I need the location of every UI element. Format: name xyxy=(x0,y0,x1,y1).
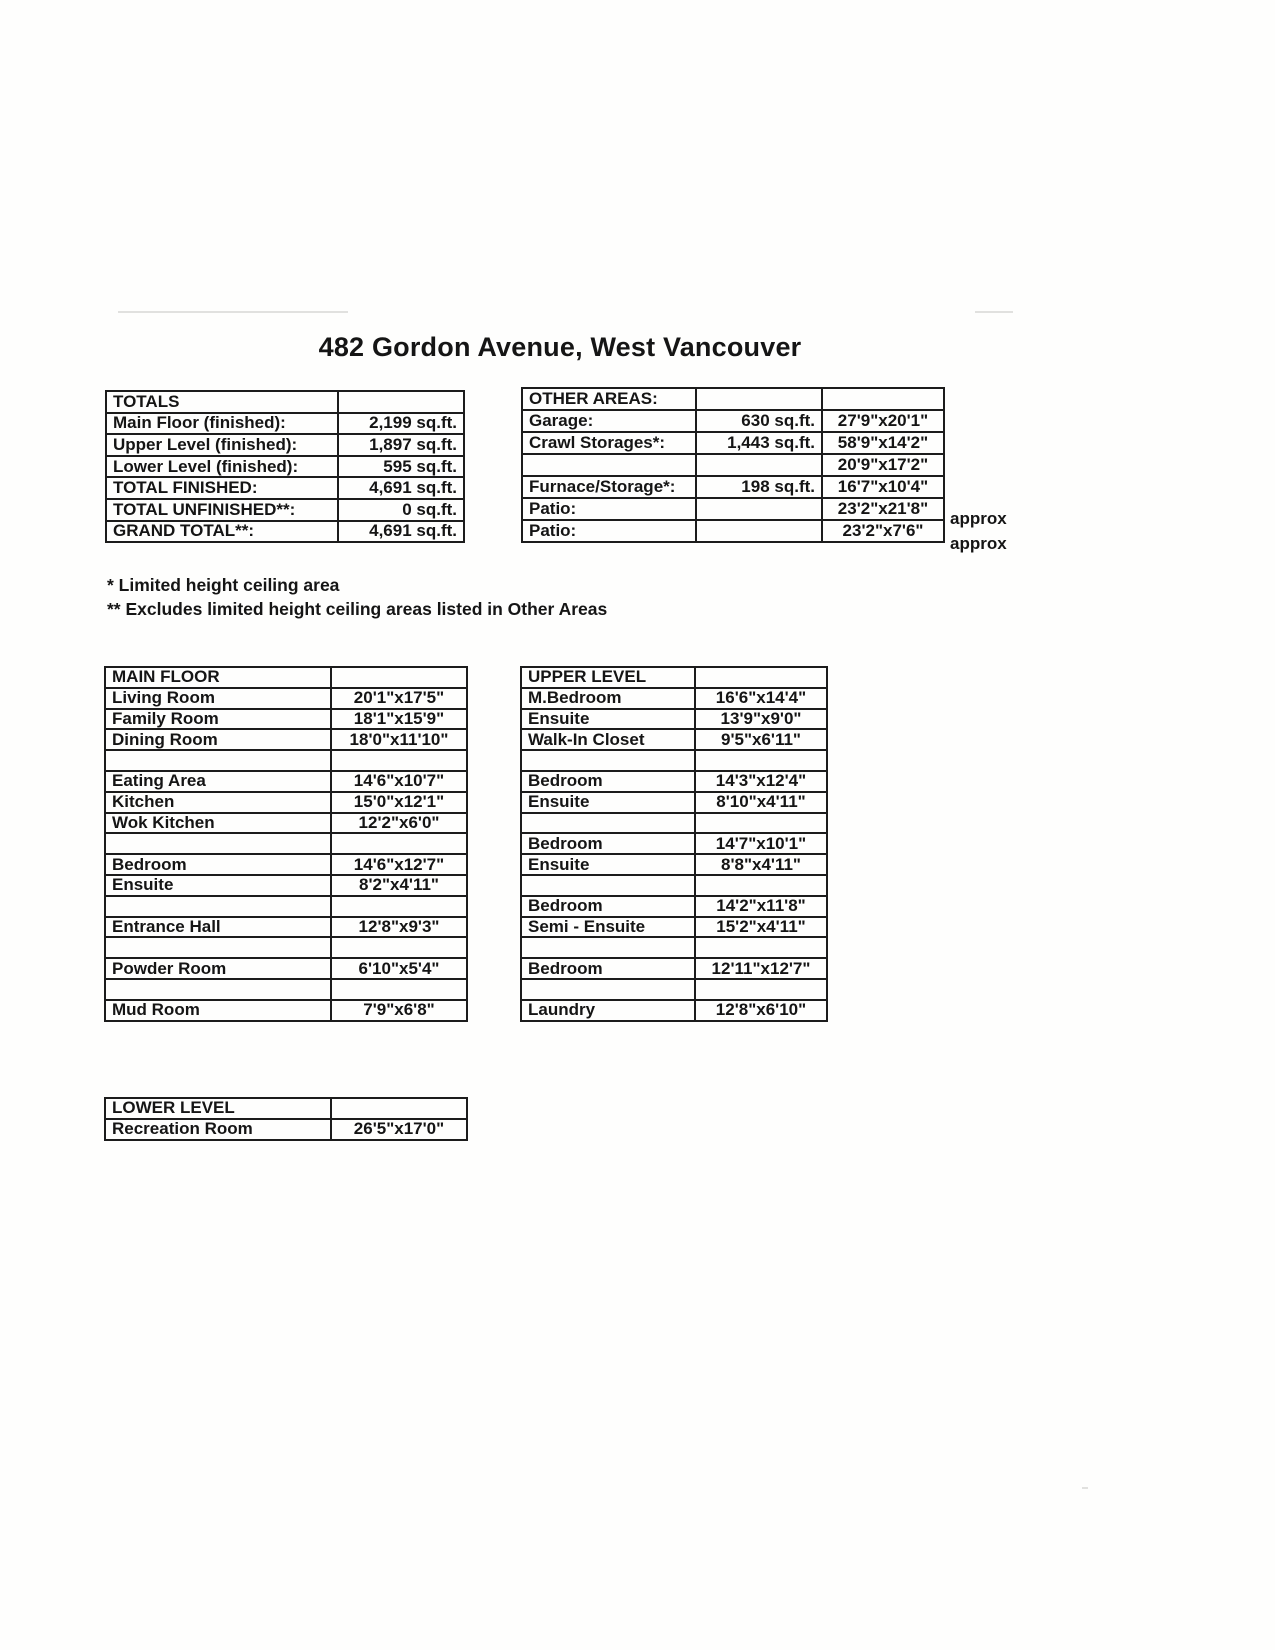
room-dimensions: 15'0"x12'1" xyxy=(331,792,467,813)
footnote-limited-height: * Limited height ceiling area xyxy=(107,575,340,595)
room-label: Bedroom xyxy=(521,771,695,792)
table-row-spacer xyxy=(521,937,827,958)
table-row xyxy=(105,688,467,709)
table-row xyxy=(105,729,467,750)
table-row xyxy=(522,498,944,520)
room-dimensions: 15'2"x4'11" xyxy=(695,917,827,938)
room-dimensions: 16'6"x14'4" xyxy=(695,688,827,709)
area-label: Patio: xyxy=(522,498,696,520)
area-dimensions: 58'9"x14'2" xyxy=(822,432,944,454)
room-label: Walk-In Closet xyxy=(521,729,695,750)
total-value: 1,897 sq.ft. xyxy=(338,434,464,456)
room-dimensions xyxy=(695,813,827,834)
room-dimensions: 12'11"x12'7" xyxy=(695,958,827,979)
room-label: Wok Kitchen xyxy=(105,813,331,834)
room-dimensions xyxy=(695,750,827,771)
upper-level-header-empty-cell xyxy=(695,667,827,688)
area-dimensions: 27'9"x20'1" xyxy=(822,410,944,432)
table-row xyxy=(522,454,944,476)
room-dimensions: 8'2"x4'11" xyxy=(331,875,467,896)
room-dimensions xyxy=(331,833,467,854)
table-header-row xyxy=(522,388,944,410)
room-dimensions: 12'8"x6'10" xyxy=(695,1000,827,1021)
room-label xyxy=(105,833,331,854)
total-value: 2,199 sq.ft. xyxy=(338,413,464,435)
room-dimensions: 12'2"x6'0" xyxy=(331,813,467,834)
scan-artifact xyxy=(975,311,1013,313)
room-dimensions: 8'8"x4'11" xyxy=(695,854,827,875)
table-row xyxy=(522,520,944,542)
area-dimensions: 23'2"x7'6" xyxy=(822,520,944,542)
room-label: Bedroom xyxy=(521,833,695,854)
room-label xyxy=(521,875,695,896)
total-label: Lower Level (finished): xyxy=(106,456,338,478)
area-label: Furnace/Storage*: xyxy=(522,476,696,498)
table-row-spacer xyxy=(105,896,467,917)
table-row xyxy=(521,709,827,730)
area-label: Patio: xyxy=(522,520,696,542)
main-floor-header-empty-cell xyxy=(331,667,467,688)
table-header-row xyxy=(105,1098,467,1119)
room-dimensions: 8'10"x4'11" xyxy=(695,792,827,813)
table-row xyxy=(521,688,827,709)
total-label: TOTAL UNFINISHED**: xyxy=(106,499,338,521)
table-row xyxy=(105,958,467,979)
table-row xyxy=(105,771,467,792)
main-floor-header: MAIN FLOOR xyxy=(105,667,331,688)
table-row xyxy=(105,813,467,834)
approx-note: approx xyxy=(950,534,1007,553)
room-label: Family Room xyxy=(105,709,331,730)
room-dimensions: 6'10"x5'4" xyxy=(331,958,467,979)
room-dimensions: 14'6"x12'7" xyxy=(331,854,467,875)
area-dimensions: 20'9"x17'2" xyxy=(822,454,944,476)
table-row xyxy=(105,792,467,813)
room-label: Semi - Ensuite xyxy=(521,917,695,938)
room-label: Eating Area xyxy=(105,771,331,792)
room-label: Ensuite xyxy=(105,875,331,896)
area-sqft: 198 sq.ft. xyxy=(696,476,822,498)
totals-header-empty-cell xyxy=(338,391,464,413)
other-areas-header-empty-cell xyxy=(696,388,822,410)
lower-level-header: LOWER LEVEL xyxy=(105,1098,331,1119)
table-row-spacer xyxy=(521,750,827,771)
room-label xyxy=(105,896,331,917)
room-dimensions: 26'5"x17'0" xyxy=(331,1119,467,1140)
area-sqft xyxy=(696,454,822,476)
room-label: Recreation Room xyxy=(105,1119,331,1140)
table-row xyxy=(521,958,827,979)
table-row-spacer xyxy=(521,875,827,896)
room-dimensions: 14'6"x10'7" xyxy=(331,771,467,792)
table-row xyxy=(105,1000,467,1021)
scan-artifact xyxy=(118,311,348,313)
totals-header: TOTALS xyxy=(106,391,338,413)
total-label: TOTAL FINISHED: xyxy=(106,477,338,499)
total-value: 0 sq.ft. xyxy=(338,499,464,521)
table-row xyxy=(521,792,827,813)
scan-artifact xyxy=(1082,1487,1088,1489)
room-dimensions: 14'7"x10'1" xyxy=(695,833,827,854)
table-row xyxy=(105,854,467,875)
room-dimensions: 7'9"x6'8" xyxy=(331,1000,467,1021)
table-row xyxy=(106,521,464,543)
room-label: Ensuite xyxy=(521,792,695,813)
main-floor-table xyxy=(104,666,468,1022)
table-row xyxy=(521,1000,827,1021)
table-row xyxy=(522,476,944,498)
room-label: Dining Room xyxy=(105,729,331,750)
room-label: Living Room xyxy=(105,688,331,709)
table-header-row xyxy=(521,667,827,688)
room-label xyxy=(521,979,695,1000)
table-row-spacer xyxy=(105,979,467,1000)
page-title: 482 Gordon Avenue, West Vancouver xyxy=(318,332,802,362)
table-row xyxy=(105,709,467,730)
table-row xyxy=(521,854,827,875)
room-label: Bedroom xyxy=(105,854,331,875)
room-label: Entrance Hall xyxy=(105,917,331,938)
upper-level-header: UPPER LEVEL xyxy=(521,667,695,688)
total-label: GRAND TOTAL**: xyxy=(106,521,338,543)
room-label xyxy=(105,937,331,958)
room-label: Bedroom xyxy=(521,958,695,979)
area-sqft: 1,443 sq.ft. xyxy=(696,432,822,454)
room-label xyxy=(105,979,331,1000)
area-sqft xyxy=(696,520,822,542)
room-label: M.Bedroom xyxy=(521,688,695,709)
room-dimensions: 13'9"x9'0" xyxy=(695,709,827,730)
area-dimensions: 23'2"x21'8" xyxy=(822,498,944,520)
table-row xyxy=(521,833,827,854)
area-sqft: 630 sq.ft. xyxy=(696,410,822,432)
room-dimensions xyxy=(331,896,467,917)
room-label: Ensuite xyxy=(521,709,695,730)
table-row xyxy=(106,456,464,478)
totals-table xyxy=(105,390,465,543)
table-row xyxy=(105,1119,467,1140)
table-row xyxy=(105,917,467,938)
table-row-spacer xyxy=(521,979,827,1000)
area-dimensions: 16'7"x10'4" xyxy=(822,476,944,498)
table-row xyxy=(521,771,827,792)
room-label xyxy=(521,813,695,834)
table-row xyxy=(105,875,467,896)
other-areas-header: OTHER AREAS: xyxy=(522,388,696,410)
total-value: 595 sq.ft. xyxy=(338,456,464,478)
table-row xyxy=(106,434,464,456)
area-label xyxy=(522,454,696,476)
lower-level-header-empty-cell xyxy=(331,1098,467,1119)
other-areas-table xyxy=(521,387,945,543)
room-dimensions: 14'2"x11'8" xyxy=(695,896,827,917)
room-dimensions: 12'8"x9'3" xyxy=(331,917,467,938)
total-value: 4,691 sq.ft. xyxy=(338,477,464,499)
room-dimensions xyxy=(695,875,827,896)
total-label: Main Floor (finished): xyxy=(106,413,338,435)
lower-level-table xyxy=(104,1097,468,1141)
room-dimensions: 9'5"x6'11" xyxy=(695,729,827,750)
room-label: Laundry xyxy=(521,1000,695,1021)
table-row xyxy=(522,432,944,454)
room-label: Bedroom xyxy=(521,896,695,917)
room-dimensions: 18'1"x15'9" xyxy=(331,709,467,730)
table-row xyxy=(106,477,464,499)
table-row xyxy=(522,410,944,432)
area-sqft xyxy=(696,498,822,520)
table-header-row xyxy=(106,391,464,413)
upper-level-table xyxy=(520,666,828,1022)
table-row-spacer xyxy=(105,833,467,854)
total-value: 4,691 sq.ft. xyxy=(338,521,464,543)
table-header-row xyxy=(105,667,467,688)
table-row xyxy=(521,917,827,938)
area-label: Crawl Storages*: xyxy=(522,432,696,454)
room-dimensions xyxy=(331,979,467,1000)
room-label: Ensuite xyxy=(521,854,695,875)
table-row xyxy=(106,413,464,435)
room-label: Powder Room xyxy=(105,958,331,979)
room-dimensions: 20'1"x17'5" xyxy=(331,688,467,709)
room-label xyxy=(521,750,695,771)
area-label: Garage: xyxy=(522,410,696,432)
table-row-spacer xyxy=(105,750,467,771)
room-label: Kitchen xyxy=(105,792,331,813)
total-label: Upper Level (finished): xyxy=(106,434,338,456)
approx-note: approx xyxy=(950,509,1007,528)
room-label: Mud Room xyxy=(105,1000,331,1021)
room-dimensions xyxy=(695,979,827,1000)
other-areas-header-empty-cell xyxy=(822,388,944,410)
room-label xyxy=(105,750,331,771)
table-row xyxy=(521,896,827,917)
room-dimensions xyxy=(331,750,467,771)
footnote-excludes: ** Excludes limited height ceiling areas listed in Other Areas xyxy=(107,599,608,619)
room-label xyxy=(521,937,695,958)
room-dimensions: 18'0"x11'10" xyxy=(331,729,467,750)
table-row xyxy=(521,729,827,750)
room-dimensions: 14'3"x12'4" xyxy=(695,771,827,792)
room-dimensions xyxy=(695,937,827,958)
table-row xyxy=(106,499,464,521)
table-row-spacer xyxy=(105,937,467,958)
table-row-spacer xyxy=(521,813,827,834)
room-dimensions xyxy=(331,937,467,958)
